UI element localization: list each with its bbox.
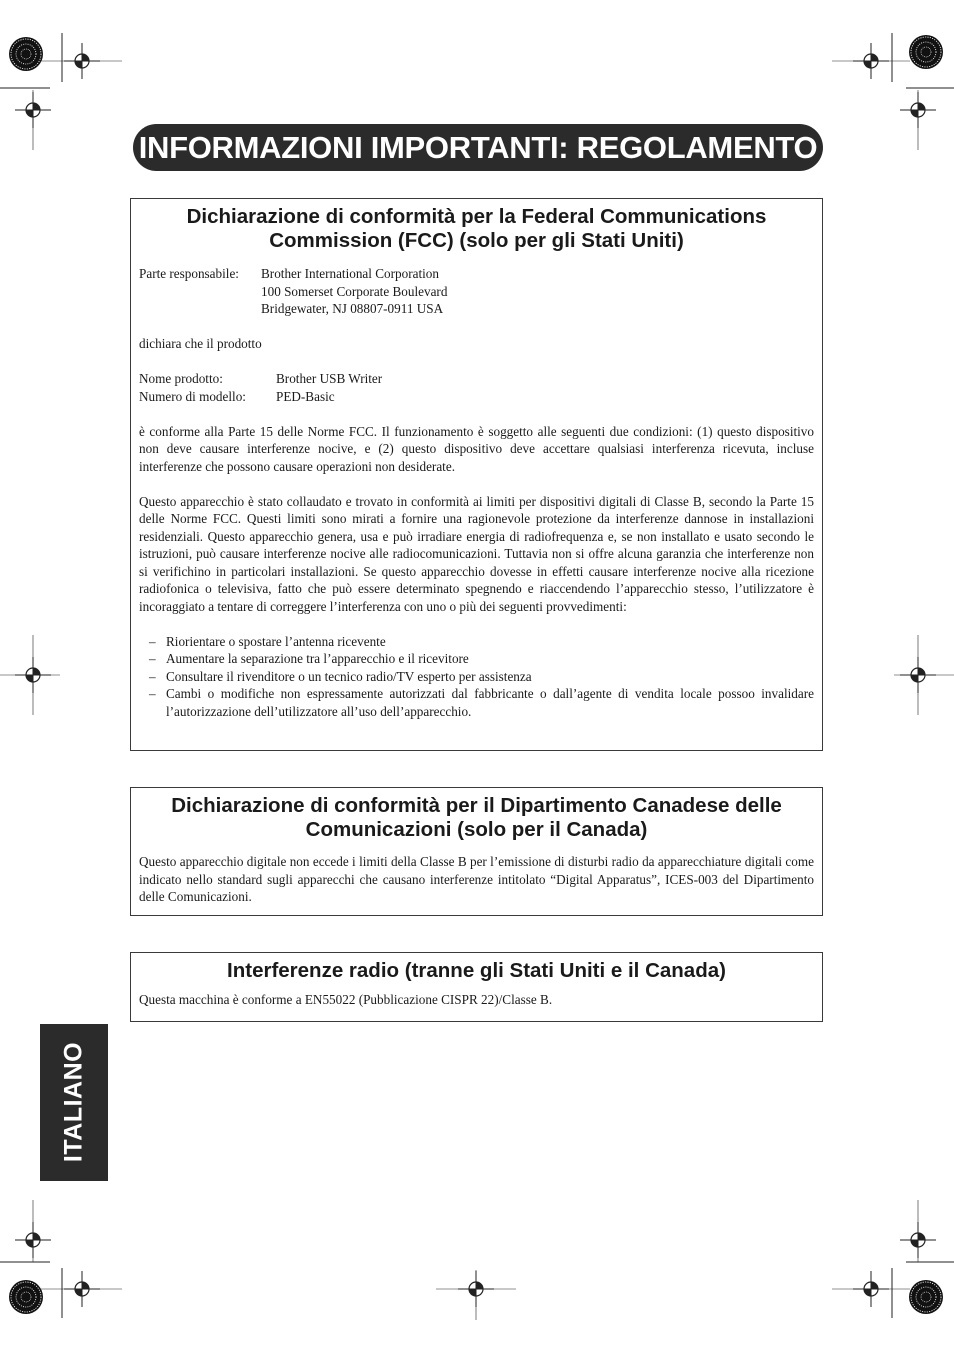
responsible-line: Bridgewater, NJ 08807-0911 USA xyxy=(261,301,444,316)
language-tab xyxy=(40,1024,108,1181)
product-name-row xyxy=(139,370,814,388)
list-item-text: Consultare il rivenditore o un tecnico radio/TV esperto per assistenza xyxy=(166,668,532,684)
list-item xyxy=(139,650,814,668)
list-item-text: Riorientare o spostare l’antenna ricevente xyxy=(166,633,386,649)
fcc-classb-paragraph: Questo apparecchio è stato collaudato e trovato in conformità ai limiti per dispositivi digitali di Classe B, secondo la Parte 15 delle Norme FCC. Questi limiti sono mirati a fornire una ragionevole protezione da interferenze dannose in installazioni residenziali. Questo apparecchio genera, usa e può irradiare energia di radiofrequenza e, se non installato e usato secondo le istruzioni, può causare interferenze nocive alle radiocomunicazioni. Tuttavia non si offre alcuna garanzia che interferenze non si verifichino in particolari installazioni. Se questo apparecchio dovesse in effetti causare interferenze nocive alla ricezione radiofonica o televisiva, fatto che può essere determinato spegnendo e riaccendendo l’apparecchio stesso, l’utilizzatore è incoraggiato a tentare di correggere l’interferenza con uno o più dei seguenti provvedimenti: xyxy=(139,493,814,614)
measures-list xyxy=(139,633,814,721)
dash-bullet: – xyxy=(149,651,156,666)
list-item-text: Cambi o modifiche non espressamente autorizzati dal fabbricante o dall’agente di vendita locale possoo invalidare l’autorizzazione dell’utilizzatore all’uso dell’apparecchio. xyxy=(166,686,814,719)
list-item xyxy=(139,633,814,651)
responsible-address xyxy=(261,265,447,318)
radio-section xyxy=(130,952,823,1022)
model-label: Numero di modello: xyxy=(139,388,246,404)
dash-bullet: – xyxy=(149,686,156,701)
model-row xyxy=(139,388,814,406)
responsible-line: 100 Somerset Corporate Boulevard xyxy=(261,283,448,299)
canada-paragraph: Questo apparecchio digitale non eccede i limiti della Classe B per l’emissione di disturbi radio da apparecchiature digitali come indicato nello standard sugli apparecchi che causano interferenze intitolato “Digital Apparatus”, ICES-003 del Dipartimento delle Comunicazioni. xyxy=(139,854,814,904)
responsible-label: Parte responsabile: xyxy=(139,266,239,281)
radio-heading: Interferenze radio (tranne gli Stati Uniti e il Canada) xyxy=(227,959,726,982)
canada-heading: Dichiarazione di conformità per il Dipartimento Canadese delle Comunicazioni (solo per il Canada) xyxy=(171,794,782,841)
list-item-text: Aumentare la separazione tra l’apparecchio e il ricevitore xyxy=(166,651,469,666)
responsible-line: Brother International Corporation xyxy=(261,266,439,281)
radio-paragraph: Questa macchina è conforme a EN55022 (Pubblicazione CISPR 22)/Classe B. xyxy=(139,992,553,1007)
fcc-heading: Dichiarazione di conformità per la Federal Communications Commission (FCC) (solo per gli Stati Uniti) xyxy=(186,205,767,252)
fcc-compliance-paragraph: è conforme alla Parte 15 delle Norme FCC. Il funzionamento è soggetto alle seguenti due condizioni: (1) questo dispositivo non deve causare interferenze nocive, e (2) questo dispositivo deve accettare qualsiasi interferenza ricevuta, incluse interferenze che possono causare operazioni non desiderate. xyxy=(139,423,814,474)
language-tab-label: ITALIANO xyxy=(59,1041,88,1163)
page-title: INFORMAZIONI IMPORTANTI: REGOLAMENTO xyxy=(133,124,823,171)
product-name-label: Nome prodotto: xyxy=(139,371,223,386)
list-item xyxy=(139,668,814,686)
model-value: PED-Basic xyxy=(276,388,335,404)
dash-bullet: – xyxy=(149,633,156,649)
canada-section xyxy=(130,787,823,916)
fcc-section xyxy=(130,198,823,751)
product-name-value: Brother USB Writer xyxy=(276,371,383,386)
declares-text: dichiara che il prodotto xyxy=(139,336,262,351)
list-item xyxy=(139,685,814,720)
responsible-party xyxy=(139,265,814,318)
dash-bullet: – xyxy=(149,668,156,684)
